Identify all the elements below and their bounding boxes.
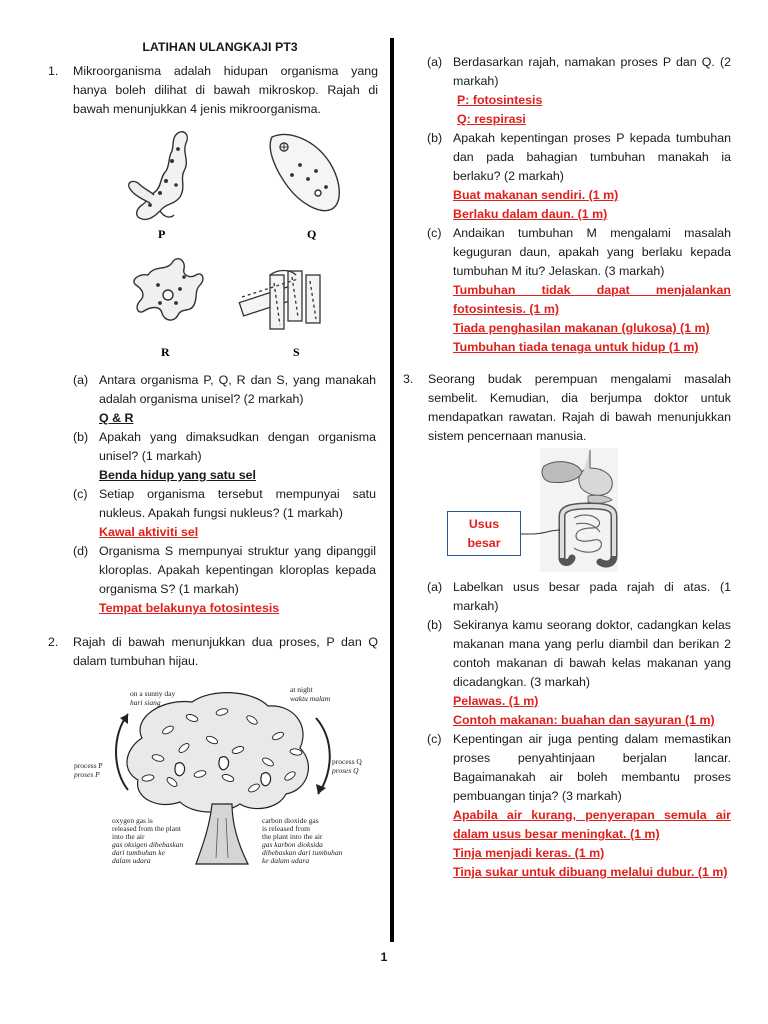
oxygen-text: released from the plant (112, 824, 181, 833)
label-p: P (158, 227, 166, 241)
label-q: Q (307, 227, 317, 241)
co2-text: dibebaskan dari tumbuhan (262, 848, 343, 857)
answer-text: Buat makanan sendiri. (1 m) (453, 188, 619, 202)
answer-text: Q: respirasi (457, 112, 526, 126)
organism-p-image (129, 132, 188, 220)
question-3c (427, 730, 731, 882)
part-question: Sekiranya kamu seorang doktor, cadangkan kelas makanan mana yang perlu diambil dan berikan 2 contoh makanan di bawah kelas makanan yang dicadangkan. (3 markah) (453, 618, 731, 689)
co2-text: is released from (262, 824, 310, 833)
question-3-parts (427, 578, 731, 882)
part-label: (c) (73, 487, 88, 501)
answer-text: Tiada penghasilan makanan (glukosa) (1 m) (453, 321, 710, 335)
label-r: R (161, 345, 170, 359)
night-label-my: waktu malam (290, 694, 331, 703)
co2-text: carbon dioxide gas (262, 816, 319, 825)
answer-text: Q & R (99, 411, 134, 425)
part-label: (b) (73, 430, 89, 444)
column-divider (390, 38, 394, 942)
process-p-arrow (116, 714, 128, 790)
answer-text: Berlaku dalam daun. (1 m) (453, 207, 608, 221)
part-question: Organisma S mempunyai struktur yang dipanggil kloroplas. Apakah kepentingan kloroplas kepada organisma S? (1 markah) (99, 544, 376, 596)
part-question: Berdasarkan rajah, namakan proses P dan Q. (2 markah) (453, 55, 731, 88)
process-p-label-en: process P (74, 761, 103, 770)
process-q-label-my: proses Q (332, 766, 359, 775)
organism-q-image (270, 135, 339, 211)
process-p-label-my: proses P (74, 770, 100, 779)
question-3a (427, 578, 731, 616)
label-text: Usus (468, 517, 500, 531)
part-question: Apakah kepentingan proses P kepada tumbuhan dan pada bahagian tumbuhan manakah ia berlaku? (2 markah) (453, 131, 731, 183)
answer-text: Kawal aktiviti sel (99, 525, 199, 539)
day-label-en: on a sunny day (130, 689, 176, 698)
question-number: 1. (48, 64, 59, 78)
oxygen-text: dari tumbuhan ke (112, 848, 165, 857)
part-question: Kepentingan air juga penting dalam memastikan proses penyahtinjaan berjalan lancar. Bagaimanakah air boleh membantu proses pembuangan tinja? (3 markah) (453, 732, 731, 803)
answer-text: Tumbuhan tiada tenaga untuk hidup (1 m) (453, 340, 699, 354)
question-2-parts (427, 53, 731, 357)
part-label: (d) (73, 544, 89, 558)
tree-trunk-image (196, 804, 248, 864)
part-label: (a) (73, 373, 89, 387)
tree-canopy-image (127, 693, 308, 812)
co2-text: the plant into the air (262, 832, 323, 841)
part-label: (a) (427, 55, 443, 69)
part-question: Apakah yang dimaksudkan dengan organisma unisel? (1 markah) (99, 430, 376, 463)
answer-text: Tempat belakunya fotosintesis (99, 601, 280, 615)
co2-text: ke dalam udara (262, 856, 310, 865)
part-label: (c) (427, 226, 442, 240)
question-number: 3. (403, 372, 414, 386)
oxygen-text: dalam udara (112, 856, 151, 865)
answer-text: Tumbuhan tidak dapat menjalankan fotosintesis. (1 m) (453, 283, 731, 316)
question-intro: Seorang budak perempuan mengalami masalah sembelit. Kemudian, dia berjumpa doktor untuk mendapatkan rawatan. Rajah di bawah menunjukkan sistem pencernaan manusia. (428, 372, 731, 443)
answer-text: Contoh makanan: buahan dan sayuran (1 m) (453, 713, 715, 727)
answer-text: Benda hidup yang satu sel (99, 468, 256, 482)
organism-r-image (134, 259, 203, 320)
co2-text: gas karbon dioksida (262, 840, 323, 849)
part-question: Labelkan usus besar pada rajah di atas. (1 markah) (453, 580, 731, 613)
question-intro: Rajah di bawah menunjukkan dua proses, P dan Q dalam tumbuhan hijau. (73, 635, 378, 668)
part-question: Setiap organisma tersebut mempunyai satu nukleus. Apakah fungsi nukleus? (1 markah) (99, 487, 376, 520)
night-label-en: at night (290, 685, 313, 694)
tree-process-diagram (72, 678, 362, 873)
question-2a (427, 53, 731, 129)
part-label: (b) (427, 618, 443, 632)
answer-text: Pelawas. (1 m) (453, 694, 539, 708)
page-number: 1 (380, 950, 388, 964)
microorganism-figure (120, 125, 360, 360)
question-1c (73, 485, 376, 542)
label-s: S (293, 345, 300, 359)
question-1-parts (73, 371, 376, 618)
answer-text: Tinja sukar untuk dibuang melalui dubur. (1 m) (453, 865, 728, 879)
question-3b (427, 616, 731, 730)
part-question: Antara organisma P, Q, R dan S, yang manakah adalah organisma unisel? (2 markah) (99, 373, 376, 406)
question-1b (73, 428, 376, 485)
question-1d (73, 542, 376, 618)
oxygen-text: gas oksigen dibebaskan (112, 840, 184, 849)
process-q-arrow (316, 718, 330, 794)
answer-text: P: fotosintesis (457, 93, 543, 107)
question-1a (73, 371, 376, 428)
question-number: 2. (48, 635, 59, 649)
part-label: (c) (427, 732, 442, 746)
oxygen-text: into the air (112, 832, 145, 841)
day-label-my: hari siang (130, 698, 161, 707)
answer-text: Tinja menjadi keras. (1 m) (453, 846, 605, 860)
process-q-label-en: process Q (332, 757, 362, 766)
part-label: (b) (427, 131, 443, 145)
page-title: LATIHAN ULANGKAJI PT3 (142, 40, 298, 54)
large-intestine-label-box (447, 511, 521, 556)
oxygen-text: oxygen gas is (112, 816, 153, 825)
question-2b (427, 129, 731, 224)
part-label: (a) (427, 580, 443, 594)
label-text: besar (467, 536, 501, 550)
organism-s-image (239, 271, 320, 330)
part-question: Andaikan tumbuhan M mengalami masalah keguguran daun, apakah yang berlaku kepada tumbuhan M itu? Jelaskan. (3 markah) (453, 226, 731, 278)
question-2c (427, 224, 731, 357)
answer-text: Apabila air kurang, penyerapan semula air dalam usus besar meningkat. (1 m) (453, 808, 731, 841)
question-intro: Mikroorganisma adalah hidupan organisma yang hanya boleh dilihat di bawah mikroskop. Rajah di bawah menunjukkan 4 jenis mikroorganisma. (73, 64, 378, 116)
